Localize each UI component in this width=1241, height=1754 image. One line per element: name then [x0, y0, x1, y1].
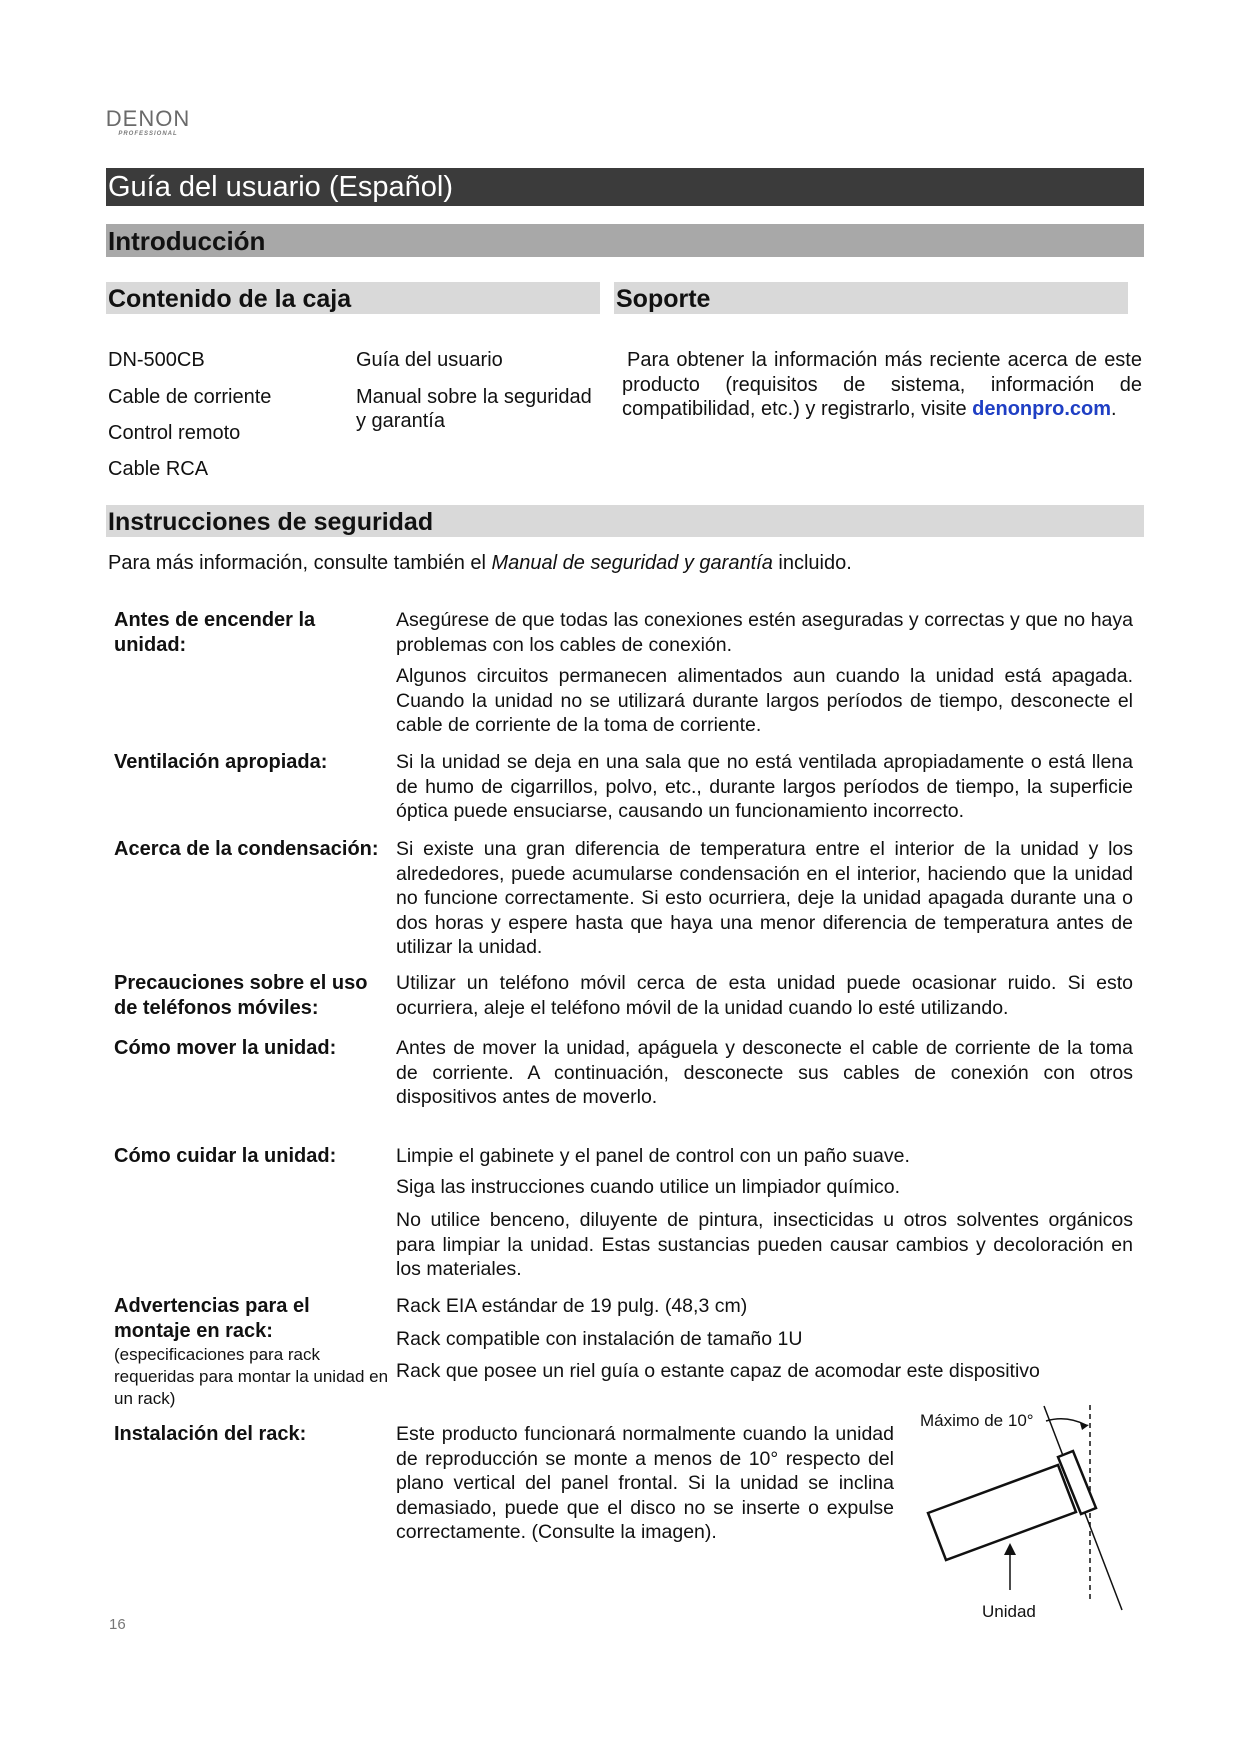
unit-label: Unidad — [982, 1602, 1036, 1621]
safety-label: Advertencias para el montaje en rack: — [114, 1295, 310, 1342]
arrowhead-icon — [1080, 1423, 1089, 1430]
safety-paragraph: Algunos circuitos permanecen alimentados aun cuando la unidad está apagada. Cuando la unidad no se utilizará durante largos períodos de tiempo, desconecte el cable de corriente de la toma de corriente. — [396, 665, 1133, 736]
page-title: Guía del usuario (Español) — [106, 168, 1144, 206]
support-heading: Soporte — [614, 282, 1128, 314]
safety-intro-before: Para más información, consulte también el — [108, 552, 492, 574]
safety-paragraph: Antes de mover la unidad, apáguela y desconecte el cable de corriente de la toma de corriente. A continuación, desconecte sus cables de conexión con otros dispositivos antes de moverlo. — [396, 1037, 1133, 1108]
safety-paragraph: Asegúrese de que todas las conexiones estén aseguradas y correctas y que no haya problemas con los cables de conexión. — [396, 609, 1133, 656]
unit-body — [928, 1465, 1076, 1560]
safety-paragraph: Si existe una gran diferencia de temperatura entre el interior de la unidad y los alrededores, puede acumularse condensación en el interior, haciendo que la unidad no funcione correctamente. Si esto ocurriera, deje la unidad apagada durante una o dos horas y espere hasta que haya una menor diferencia de temperatura antes de utilizar la unidad. — [396, 838, 1133, 958]
safety-paragraph: Limpie el gabinete y el panel de control con un paño suave. — [396, 1145, 910, 1167]
support-text — [622, 348, 1142, 422]
support-period: . — [1111, 398, 1117, 420]
safety-heading: Instrucciones de seguridad — [106, 505, 1144, 537]
safety-label-rack — [114, 1294, 390, 1410]
box-contents-heading: Contenido de la caja — [106, 282, 600, 314]
box-item: Manual sobre la seguridad y garantía — [356, 386, 592, 432]
brand-name: DENON — [105, 106, 191, 131]
safety-paragraph: Siga las instrucciones cuando utilice un limpiador químico. — [396, 1176, 901, 1198]
rack-tilt-diagram — [920, 1405, 1140, 1625]
safety-paragraph: Este producto funcionará normalmente cuando la unidad de reproducción se monte a menos de 10° respecto del plano vertical del panel frontal. Si la unidad se inclina demasiado, puede que el disco no se inserte o expulse correctamente. (Consulte la imagen). — [396, 1423, 894, 1543]
safety-label: Acerca de la condensación: — [114, 838, 379, 860]
arrowhead-icon — [1004, 1543, 1016, 1555]
box-item: Cable de corriente — [108, 386, 272, 408]
safety-paragraph: Rack que posee un riel guía o estante capaz de acomodar este dispositivo — [396, 1360, 1040, 1382]
safety-paragraph: Utilizar un teléfono móvil cerca de esta unidad puede ocasionar ruido. Si esto ocurriera, aleje el teléfono móvil de la unidad cuando lo esté utilizando. — [396, 972, 1133, 1019]
page-number: 16 — [109, 1616, 126, 1633]
box-item: DN-500CB — [108, 349, 205, 371]
safety-label: Ventilación apropiada: — [114, 751, 328, 773]
safety-label: Cómo cuidar la unidad: — [114, 1145, 337, 1167]
safety-intro — [108, 551, 852, 575]
safety-intro-after: incluido. — [772, 552, 852, 574]
brand-tagline: PROFESSIONAL — [118, 131, 178, 137]
safety-label: Precauciones sobre el uso de teléfonos móviles: — [114, 972, 368, 1019]
safety-paragraph: Rack EIA estándar de 19 pulg. (48,3 cm) — [396, 1295, 748, 1317]
safety-paragraph: No utilice benceno, diluyente de pintura, insecticidas u otros solventes orgánicos para limpiar la unidad. Estas sustancias pueden causar cambios y decoloración en los materiales. — [396, 1209, 1133, 1280]
box-item: Control remoto — [108, 422, 241, 444]
box-item: Guía del usuario — [356, 349, 503, 371]
support-body: Para obtener la información más reciente acerca de este producto (requisitos de sistema, información de compatibilidad, etc.) y registrarlo, visite — [622, 349, 1142, 420]
safety-label: Antes de encender la unidad: — [114, 609, 316, 656]
safety-paragraph: Si la unidad se deja en una sala que no está ventilada apropiadamente o está llena de humo de cigarrillos, polvo, etc., durante largos períodos de tiempo, la superficie óptica puede ensuciarse, causando un funcionamiento incorrecto. — [396, 751, 1133, 822]
max-angle-label: Máximo de 10° — [920, 1411, 1034, 1430]
safety-intro-manual: Manual de seguridad y garantía — [491, 552, 773, 574]
angle-arc — [1046, 1419, 1086, 1425]
brand-logo — [104, 108, 192, 138]
box-item: Cable RCA — [108, 458, 209, 480]
safety-label: Cómo mover la unidad: — [114, 1037, 337, 1059]
safety-label: Instalación del rack: — [114, 1423, 307, 1445]
safety-label-note: (especificaciones para rack requeridas para montar la unidad en un rack) — [114, 1345, 389, 1408]
safety-paragraph: Rack compatible con instalación de tamaño 1U — [396, 1328, 803, 1350]
section-heading-intro: Introducción — [106, 224, 1144, 257]
support-link[interactable]: denonpro.com — [972, 398, 1112, 420]
